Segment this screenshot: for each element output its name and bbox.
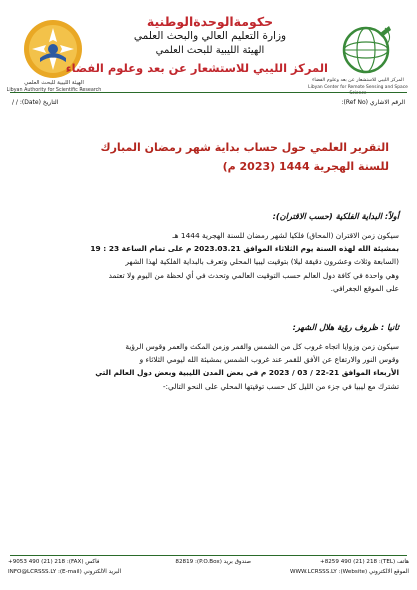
ministry-name: وزارة التعليم العالي والبحث العلمي: [133, 30, 287, 42]
center-name: المركز الليبي للاستشعار عن بعد وعلوم الفضاء: [65, 61, 328, 75]
footer-divider: [10, 555, 407, 556]
footer-email[interactable]: البريد الالكتروني (E-mail): INFO@LCRSSS.LY: [8, 569, 122, 575]
paragraph-line: سيكون زمن الاقتران (المحاق) فلكيا لشهر رمضان للسنة الهجرية 1444 هـ: [172, 231, 399, 240]
center-logo-caption-ar: المركز الليبي للاستشعار عن بعد وعلوم الفضاء: [312, 78, 404, 83]
paragraph-line: على الموقع الجغرافي.: [330, 283, 399, 293]
footer-tel: هاتف (TEL): 8259 490 (21) 218+: [320, 559, 409, 565]
section-2-heading: ثانيا : ظروف رؤية هلال الشهر:: [292, 322, 399, 332]
authority-logo-caption-en: Libyan Authority for Scientific Research: [6, 88, 102, 93]
authority-logo-caption-ar: الهيئة الليبية للبحث العلمي: [24, 80, 84, 86]
paragraph-line: وقوس النور والارتفاع عن الأفق للقمر عند غروب الشمس بمشيئة الله ليومي الثلاثاء و: [139, 355, 399, 365]
footer-online-row: [8, 569, 409, 579]
paragraph-line: بمشيئة الله لهذه السنة يوم الثلاثاء الموافق 2023.03.21 م على تمام الساعة 23 : 19: [90, 244, 399, 254]
center-logo-icon: [335, 22, 397, 78]
reference-row: [12, 99, 405, 111]
paragraph-line: وهي واحدة في كافة دول العالم حسب التوقيت العالمي وتحدث في أي لحظة من اليوم ولا تعتمد: [108, 270, 399, 280]
center-logo-caption-en: Libyan Center for Remote Sensing and Space Science: [308, 84, 408, 96]
footer-website[interactable]: الموقع الالكتروني (Website): WWW.LCRSSS.LY: [289, 569, 409, 575]
footer-contacts-row: [8, 559, 409, 569]
footer-pobox: صندوق بريد (P.O.Box): 82819: [175, 559, 251, 565]
paragraph-line: تشترك مع ليبيا في جزء من الليل كل حسب توقيتها المحلي على النحو التالي:-: [162, 381, 399, 391]
report-title: التقرير العلمي حول حساب بداية شهر رمضان المبارك: [100, 141, 389, 154]
date-field: [12, 99, 58, 106]
footer-fax: فاكس (FAX): 9053 490 (21) 218+: [8, 559, 100, 565]
section-1-heading: أولاً: البداية الفلكية (حسب الاقتران):: [272, 211, 399, 221]
authority-name: الهيئة الليبية للبحث العلمي: [155, 45, 265, 56]
government-name: حكومةالوحدةالوطنية: [146, 14, 274, 29]
report-subtitle: للسنة الهجرية 1444 (2023 م): [222, 160, 389, 173]
paragraph-line: سيكون زمن وزوايا اتجاه غروب كل من الشمس والقمر وزمن المكث والعمر وقوس الرؤية: [125, 342, 399, 351]
date-label: التاريخ (Date):: [19, 99, 59, 106]
paragraph-line: (السابعة وثلاث وعشرون دقيقة ليلا) بتوقيت ليبيا المحلي وتعرف بالبداية الفلكية لهذا الشهر: [125, 257, 399, 267]
paragraph-line: الأربعاء الموافق 21-22 / 03 / 2023 م في بعض المدن الليبية وبعض دول العالم التي: [95, 368, 399, 378]
header-divider: [10, 92, 407, 93]
center-logo-caption: [303, 78, 413, 98]
ref-number-label: الرقم الاشاري (Ref No):: [341, 99, 405, 106]
section-2-body: [14, 340, 399, 393]
section-1-body: [14, 229, 399, 295]
date-value: / /: [12, 99, 18, 106]
